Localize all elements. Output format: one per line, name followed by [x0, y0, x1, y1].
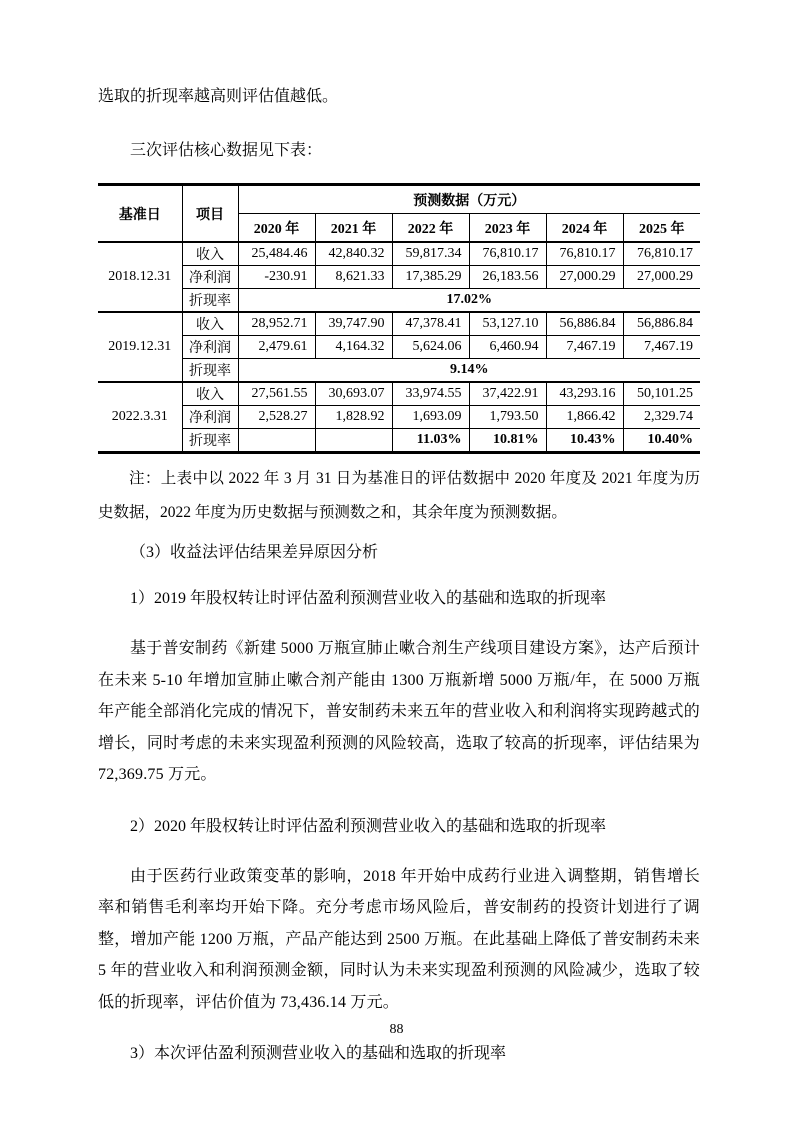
- cell-row-label-discount-rate: 折现率: [182, 289, 238, 313]
- cell-row-label-income: 收入: [182, 382, 238, 406]
- cell-row-label-income: 收入: [182, 242, 238, 266]
- cell-value: 6,460.94: [469, 336, 546, 359]
- cell-value: 17,385.29: [392, 266, 469, 289]
- cell-value: 7,467.19: [623, 336, 700, 359]
- heading-section-3: （3）收益法评估结果差异原因分析: [130, 544, 379, 561]
- header-year-2024: 2024 年: [546, 214, 623, 243]
- cell-row-label-discount-rate: 折现率: [182, 359, 238, 383]
- cell-value: 1,866.42: [546, 406, 623, 429]
- table-footnote: 注：上表中以 2022 年 3 月 31 日为基准日的评估数据中 2020 年度及 2021 年度为历史数据，2022 年度为历史数据与预测数之和，其余年度为预测数据。: [98, 470, 700, 521]
- header-item: 项目: [182, 185, 238, 243]
- cell-value: 25,484.46: [238, 242, 315, 266]
- cell-row-label-net-profit: 净利润: [182, 336, 238, 359]
- cell-discount-rate: 10.81%: [469, 429, 546, 453]
- cell-discount-rate: [238, 429, 315, 453]
- cell-value: 43,293.16: [546, 382, 623, 406]
- header-year-2025: 2025 年: [623, 214, 700, 243]
- cell-base-date: 2019.12.31: [98, 312, 182, 382]
- cell-base-date: 2018.12.31: [98, 242, 182, 312]
- cell-row-label-net-profit: 净利润: [182, 406, 238, 429]
- page-number: 88: [389, 1022, 404, 1037]
- cell-value: 2,479.61: [238, 336, 315, 359]
- cell-value: 26,183.56: [469, 266, 546, 289]
- cell-value: 76,810.17: [623, 242, 700, 266]
- cell-value: 47,378.41: [392, 312, 469, 336]
- paragraph-table-lead-in: 三次评估核心数据见下表：: [130, 142, 323, 159]
- cell-row-label-discount-rate: 折现率: [182, 429, 238, 453]
- paragraph-discount-rate-note: 选取的折现率越高则评估值越低。: [98, 88, 339, 105]
- cell-discount-rate: [315, 429, 392, 453]
- cell-value: 53,127.10: [469, 312, 546, 336]
- cell-discount-rate-merged: 17.02%: [238, 289, 700, 313]
- heading-sub-1: 1）2019 年股权转让时评估盈利预测营业收入的基础和选取的折现率: [130, 590, 607, 607]
- cell-value: 7,467.19: [546, 336, 623, 359]
- cell-value: 30,693.07: [315, 382, 392, 406]
- cell-value: 4,164.32: [315, 336, 392, 359]
- cell-value: 27,000.29: [623, 266, 700, 289]
- header-year-2021: 2021 年: [315, 214, 392, 243]
- cell-discount-rate: 10.40%: [623, 429, 700, 453]
- cell-value: 1,828.92: [315, 406, 392, 429]
- cell-value: 33,974.55: [392, 382, 469, 406]
- cell-base-date: 2022.3.31: [98, 382, 182, 453]
- paragraph-2019-valuation: 基于普安制药《新建 5000 万瓶宣肺止嗽合剂生产线项目建设方案》，达产后预计在未来 5-10 年增加宣肺止嗽合剂产能由 1300 万瓶新增 5000 万瓶/年，在 5000 万瓶年产能全部消化完成的情况下，普安制药未来五年的营业收入和利润将实现跨越式的增长，同时考虑的未来实现盈利预测的风险较高，选取了较高的折现率，评估结果为 72,369.75 万元。: [98, 640, 700, 783]
- cell-discount-rate-merged: 9.14%: [238, 359, 700, 383]
- cell-value: 5,624.06: [392, 336, 469, 359]
- cell-value: 2,528.27: [238, 406, 315, 429]
- cell-value: 56,886.84: [623, 312, 700, 336]
- cell-value: -230.91: [238, 266, 315, 289]
- cell-value: 76,810.17: [469, 242, 546, 266]
- cell-row-label-income: 收入: [182, 312, 238, 336]
- page-content: [98, 0, 700, 1064]
- cell-discount-rate: 10.43%: [546, 429, 623, 453]
- header-forecast-data: 预测数据（万元）: [238, 185, 700, 214]
- cell-value: 42,840.32: [315, 242, 392, 266]
- cell-value: 1,793.50: [469, 406, 546, 429]
- three-valuations-table: [98, 183, 700, 454]
- cell-value: 1,693.09: [392, 406, 469, 429]
- header-year-2020: 2020 年: [238, 214, 315, 243]
- cell-value: 39,747.90: [315, 312, 392, 336]
- cell-value: 28,952.71: [238, 312, 315, 336]
- cell-discount-rate: 11.03%: [392, 429, 469, 453]
- cell-value: 8,621.33: [315, 266, 392, 289]
- cell-value: 50,101.25: [623, 382, 700, 406]
- cell-value: 37,422.91: [469, 382, 546, 406]
- heading-sub-3: 3）本次评估盈利预测营业收入的基础和选取的折现率: [130, 1045, 507, 1062]
- paragraph-2020-valuation: 由于医药行业政策变革的影响，2018 年开始中成药行业进入调整期，销售增长率和销售毛利率均开始下降。充分考虑市场风险后，普安制药的投资计划进行了调整，增加产能 1200 万瓶，产品产能达到 2500 万瓶。在此基础上降低了普安制药未来 5 年的营业收入和利润预测金额，同时认为未来实现盈利预测的风险减少，选取了较低的折现率，评估价值为 73,436.14 万元。: [98, 867, 700, 1011]
- header-year-2022: 2022 年: [392, 214, 469, 243]
- cell-row-label-net-profit: 净利润: [182, 266, 238, 289]
- cell-value: 2,329.74: [623, 406, 700, 429]
- cell-value: 76,810.17: [546, 242, 623, 266]
- cell-value: 27,561.55: [238, 382, 315, 406]
- cell-value: 27,000.29: [546, 266, 623, 289]
- cell-value: 56,886.84: [546, 312, 623, 336]
- header-year-2023: 2023 年: [469, 214, 546, 243]
- cell-value: 59,817.34: [392, 242, 469, 266]
- heading-sub-2: 2）2020 年股权转让时评估盈利预测营业收入的基础和选取的折现率: [130, 817, 607, 835]
- header-base-date: 基准日: [98, 185, 182, 243]
